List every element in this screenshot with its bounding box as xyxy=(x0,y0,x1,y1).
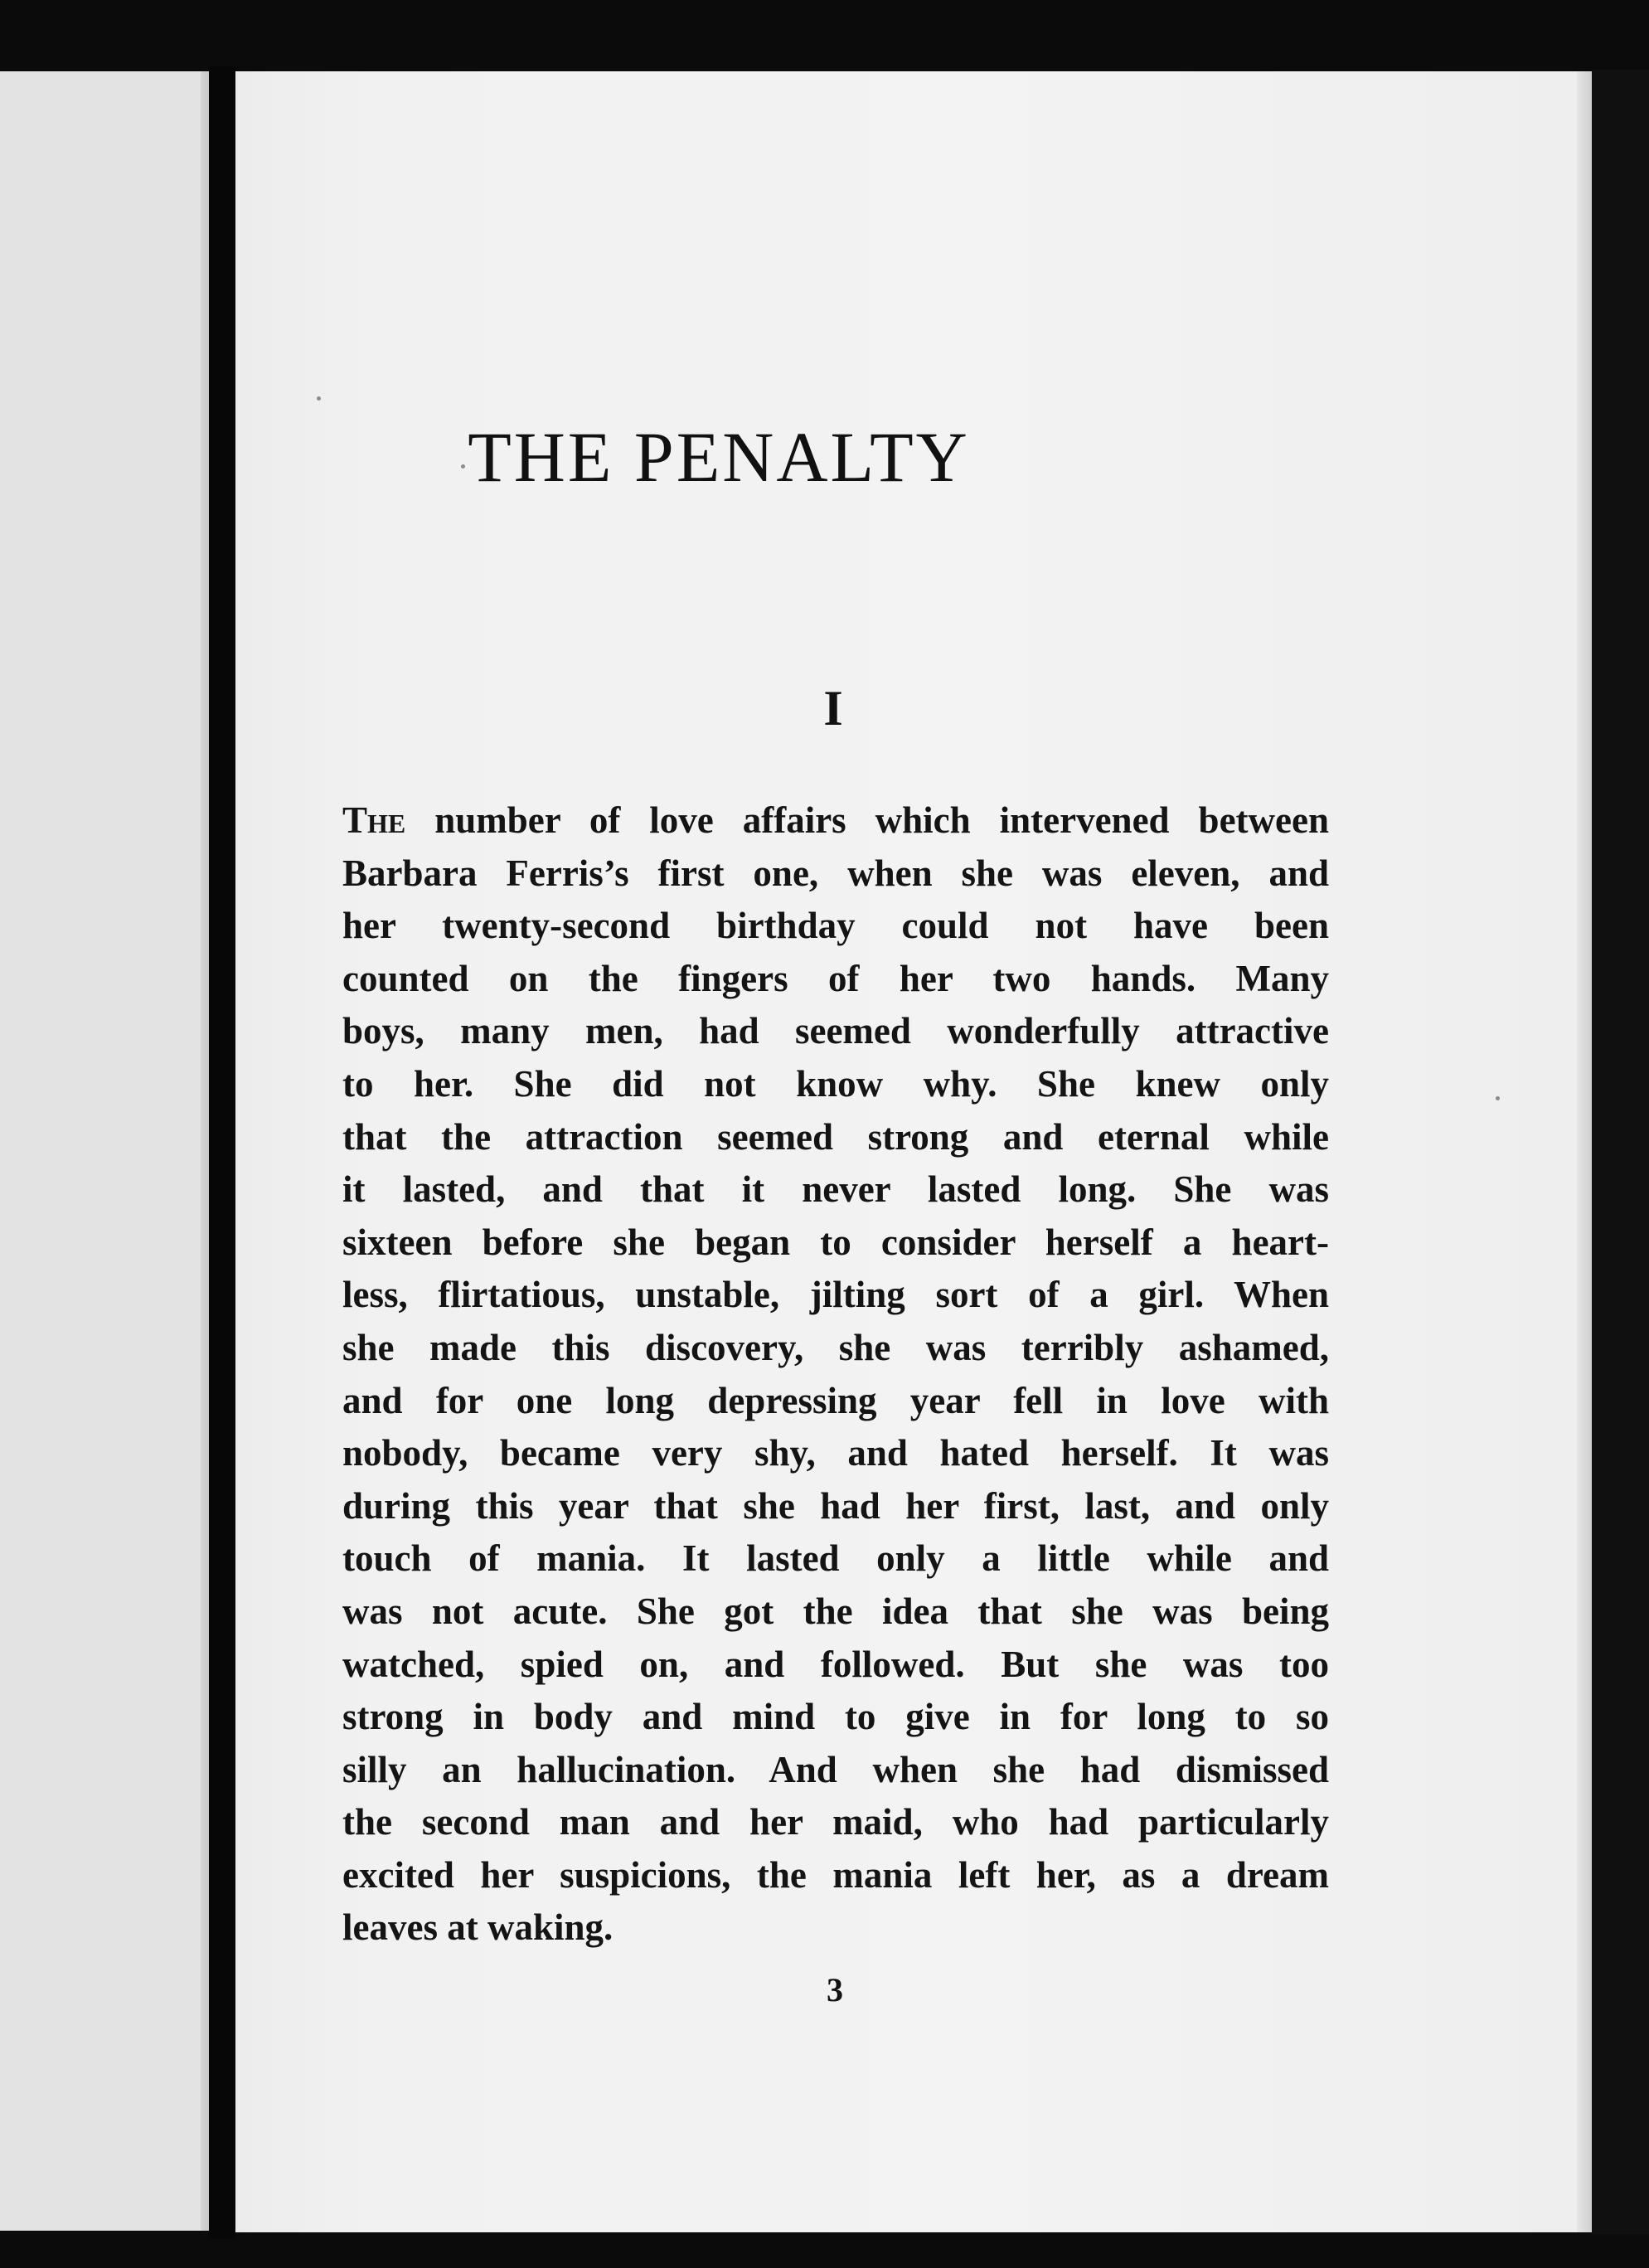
facing-page-left xyxy=(0,71,209,2231)
text-line: counted on the fingers of her two hands. Many xyxy=(342,957,1329,999)
text-line: the second man and her maid, who had particularly xyxy=(342,1801,1329,1843)
text-line: was not acute. She got the idea that she was being xyxy=(342,1590,1329,1632)
text-line: nobody, became very shy, and hated herself. It was xyxy=(342,1432,1329,1474)
page-number: 3 xyxy=(827,1971,843,2008)
text-line: that the attraction seemed strong and eternal while xyxy=(342,1115,1329,1158)
text-line: she made this discovery, she was terribly ashamed, xyxy=(342,1326,1329,1368)
text-line: sixteen before she began to consider herself a heart- xyxy=(342,1221,1329,1263)
scan-speck xyxy=(317,396,321,401)
text-line: and for one long depressing year fell in love with xyxy=(342,1379,1329,1421)
text-line: it lasted, and that it never lasted long. She was xyxy=(342,1168,1329,1211)
text-line: during this year that she had her first, last, and only xyxy=(342,1484,1329,1527)
text-line: watched, spied on, and followed. But she was too xyxy=(342,1643,1329,1685)
book-gutter xyxy=(209,66,235,2239)
page-edge-right xyxy=(1592,70,1649,2234)
text-line: her twenty-second birthday could not have been xyxy=(342,905,1329,947)
chapter-number: I xyxy=(823,681,843,736)
text-line: boys, many men, had seemed wonderfully attractive xyxy=(342,1010,1329,1052)
text-line: The number of love affairs which intervened between xyxy=(342,799,1329,841)
text-line: touch of mania. It lasted only a little while and xyxy=(342,1537,1329,1580)
text-line-last: leaves at waking. xyxy=(342,1906,614,1949)
scan-speck xyxy=(1496,1096,1500,1100)
text-line: to her. She did not know why. She knew only xyxy=(342,1062,1329,1105)
text-line: strong in body and mind to give in for long to so xyxy=(342,1696,1329,1738)
text-line: Barbara Ferris’s first one, when she was eleven, and xyxy=(342,852,1329,894)
scan-speck xyxy=(461,464,465,469)
text-line: excited her suspicions, the mania left her, as a dream xyxy=(342,1853,1329,1896)
body-text xyxy=(342,794,1329,1955)
page-title: THE PENALTY xyxy=(468,417,970,497)
text-line: less, flirtatious, unstable, jilting sort of a girl. When xyxy=(342,1274,1329,1316)
text-line: silly an hallucination. And when she had dismissed xyxy=(342,1748,1329,1790)
lead-word: The xyxy=(342,799,406,841)
